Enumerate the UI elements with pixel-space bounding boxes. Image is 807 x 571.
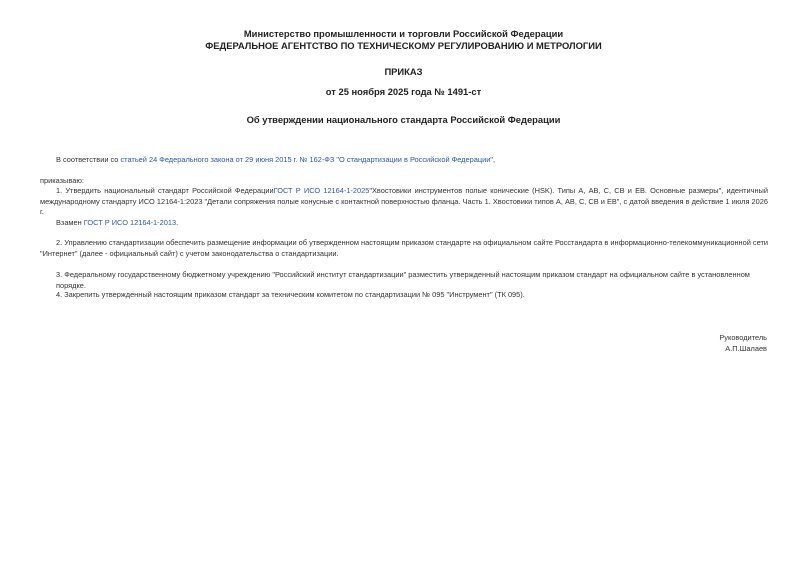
intro-prefix: В соответствии со xyxy=(56,155,121,164)
item-4-paragraph: 4. Закрепить утвержденный настоящим приказом стандарт за техническим комитетом по стандартизации № 095 "Инструмент" (ТК 095). xyxy=(56,290,525,299)
agency-name: ФЕДЕРАЛЬНОЕ АГЕНТСТВО ПО ТЕХНИЧЕСКОМУ РЕГУЛИРОВАНИЮ И МЕТРОЛОГИИ xyxy=(205,40,602,51)
replace-paragraph xyxy=(56,218,178,229)
doc-subject: Об утверждении национального стандарта Российской Федерации xyxy=(246,114,561,125)
signature-name: А.П.Шалаев xyxy=(725,344,767,353)
order-word: приказываю: xyxy=(40,176,84,185)
gost-2025-link[interactable]: ГОСТ Р ИСО 12164-1-2025 xyxy=(273,186,370,195)
signature-title: Руководитель xyxy=(719,333,767,342)
item-3-paragraph: 3. Федеральному государственному бюджетному учреждению "Российский институт стандартизации" разместить утвержденный настоящим приказом стандарт на официальном сайте в установленном порядке. xyxy=(56,270,750,290)
replace-suffix: . xyxy=(176,218,179,227)
item-1-prefix: 1. Утвердить национальный стандарт Российской Федерации xyxy=(56,186,274,195)
gost-2013-link[interactable]: ГОСТ Р ИСО 12164-1-2013 xyxy=(83,218,177,227)
ministry-name: Министерство промышленности и торговли Российской Федерации xyxy=(243,28,564,39)
item-1-suffix: "Хвостовики инструментов полые конические (HSK). Типы А, АВ, С, СВ и ЕВ. Основные размеры", идентичный международному стандарту ИСО 12164-1:2023 "Детали сопряжения полые конусные с контактной поверхностью фланца. Часть 1. Хвостовики типов А, АВ, С, СВ и ЕВ", с датой введения в действие 1 июля 2026 г. xyxy=(40,186,768,217)
federal-law-link[interactable]: статьей 24 Федерального закона от 29 июня 2015 г. № 162-ФЗ "О стандартизации в Российской Федерации" xyxy=(120,155,493,164)
item-2-paragraph: 2. Управлению стандартизации обеспечить размещение информации об утвержденном настоящим приказом стандарте на официальном сайте Росстандарта в информационно-телекоммуникационной сети "Интернет" (далее - официальный сайт) с учетом законодательства о стандартизации. xyxy=(40,238,768,258)
intro-suffix: , xyxy=(492,155,496,164)
replace-prefix: Взамен xyxy=(56,218,84,227)
doc-type: ПРИКАЗ xyxy=(384,66,423,77)
intro-paragraph xyxy=(56,155,495,166)
item-1-paragraph xyxy=(40,186,768,218)
doc-date-number: от 25 ноября 2025 года № 1491-ст xyxy=(325,86,482,97)
